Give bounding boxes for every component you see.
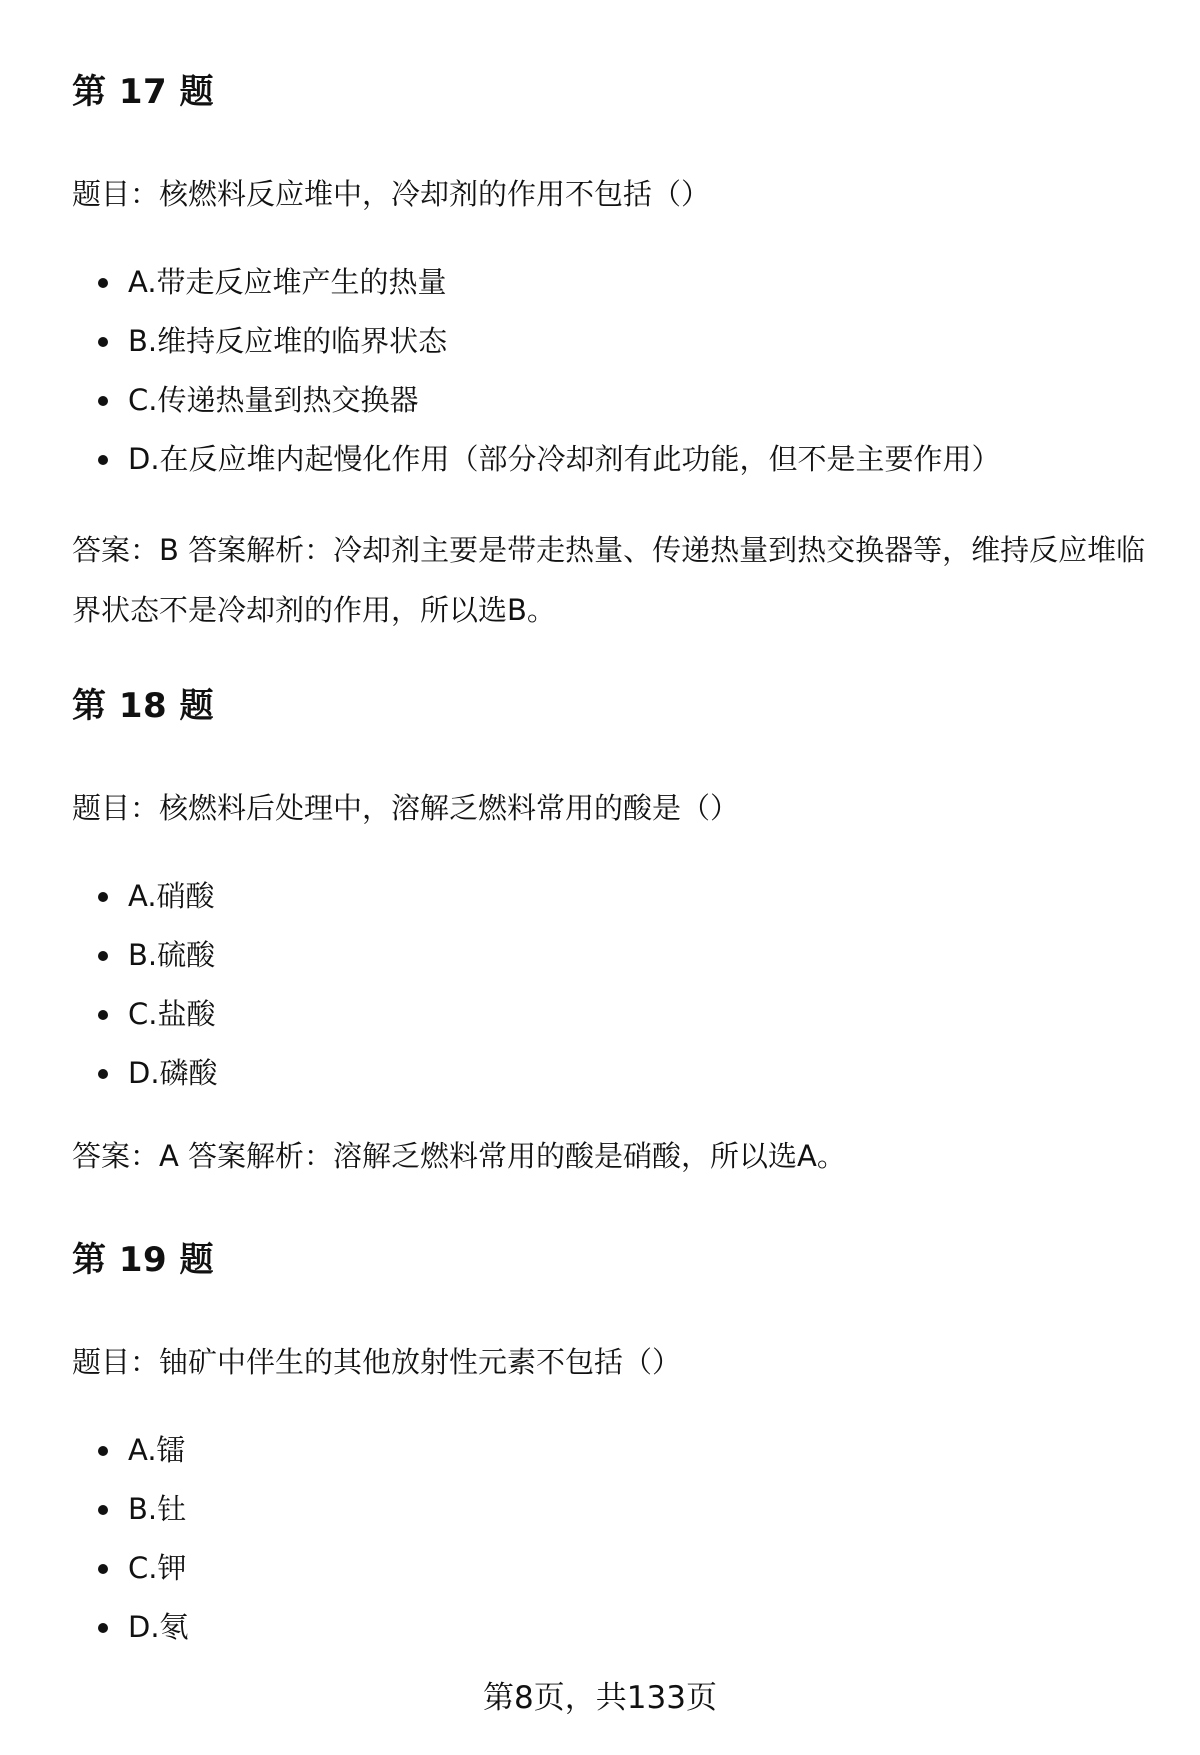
- option-list: [72, 876, 1152, 1093]
- bullet-icon: [98, 1505, 108, 1515]
- answer-explanation: 答案：B 答案解析：冷却剂主要是带走热量、传递热量到热交换器等，维持反应堆临界状态不是冷却剂的作用，所以选B。: [72, 533, 1146, 627]
- question-title: 第 18 题: [72, 686, 214, 726]
- option-item: [72, 1548, 1152, 1588]
- answer-block: [72, 520, 1152, 640]
- page-indicator: 第8页，共133页: [483, 1680, 717, 1716]
- option-item: [72, 262, 1152, 302]
- option-text: B.维持反应堆的临界状态: [128, 324, 448, 358]
- option-text: B.钍: [128, 1492, 187, 1526]
- option-text: D.氡: [128, 1610, 189, 1644]
- option-item: [72, 321, 1152, 361]
- question-stem: 题目：核燃料后处理中，溶解乏燃料常用的酸是（）: [72, 791, 740, 825]
- question-19-stem-block: [72, 1342, 1152, 1382]
- option-text: A.镭: [128, 1433, 186, 1467]
- bullet-icon: [98, 1010, 108, 1020]
- question-18-stem-block: [72, 788, 1152, 828]
- option-item: [72, 1053, 1152, 1093]
- option-list: [72, 262, 1152, 479]
- option-text: A.带走反应堆产生的热量: [128, 265, 447, 299]
- bullet-icon: [98, 892, 108, 902]
- question-stem: 题目：铀矿中伴生的其他放射性元素不包括（）: [72, 1345, 682, 1379]
- option-list: [72, 1430, 1152, 1647]
- bullet-icon: [98, 396, 108, 406]
- option-item: [72, 439, 1152, 479]
- option-item: [72, 994, 1152, 1034]
- bullet-icon: [98, 1564, 108, 1574]
- bullet-icon: [98, 951, 108, 961]
- answer-explanation: 答案：A 答案解析：溶解乏燃料常用的酸是硝酸，所以选A。: [72, 1139, 846, 1173]
- bullet-icon: [98, 1623, 108, 1633]
- bullet-icon: [98, 1069, 108, 1079]
- option-item: [72, 935, 1152, 975]
- option-item: [72, 1430, 1152, 1470]
- question-17-stem-block: [72, 174, 1152, 214]
- question-title: 第 17 题: [72, 72, 214, 112]
- option-item: [72, 876, 1152, 916]
- question-title: 第 19 题: [72, 1240, 214, 1280]
- answer-block: [72, 1136, 1152, 1176]
- question-19: [72, 1240, 1152, 1280]
- option-text: C.钾: [128, 1551, 187, 1585]
- option-text: A.硝酸: [128, 879, 215, 913]
- bullet-icon: [98, 278, 108, 288]
- option-text: D.在反应堆内起慢化作用（部分冷却剂有此功能，但不是主要作用）: [128, 442, 1001, 476]
- question-18: [72, 686, 1152, 726]
- option-text: B.硫酸: [128, 938, 216, 972]
- question-stem: 题目：核燃料反应堆中，冷却剂的作用不包括（）: [72, 177, 711, 211]
- option-item: [72, 1607, 1152, 1647]
- option-text: C.传递热量到热交换器: [128, 383, 419, 417]
- question-17: [72, 72, 1152, 112]
- bullet-icon: [98, 455, 108, 465]
- option-item: [72, 380, 1152, 420]
- option-text: C.盐酸: [128, 997, 216, 1031]
- bullet-icon: [98, 1446, 108, 1456]
- bullet-icon: [98, 337, 108, 347]
- option-item: [72, 1489, 1152, 1529]
- option-text: D.磷酸: [128, 1056, 218, 1090]
